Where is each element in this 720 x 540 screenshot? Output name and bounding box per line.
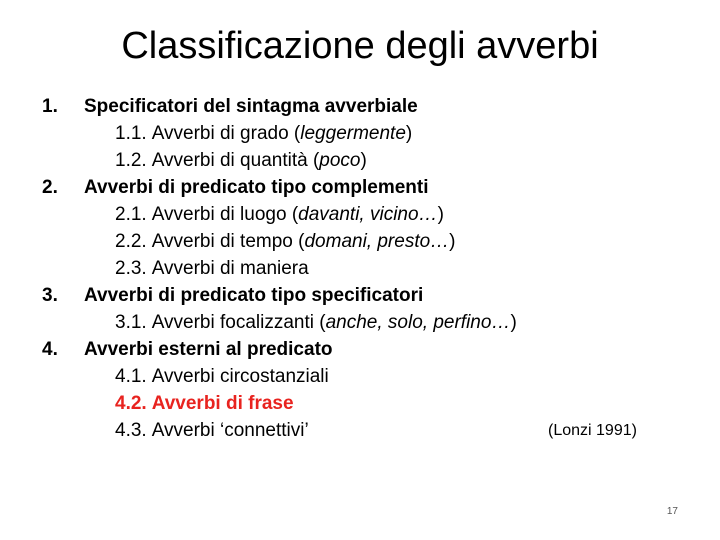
item-number: 1. [42,96,58,117]
item-number: 4. [42,339,58,360]
item-number: 2. [42,177,58,198]
sub-item-number: 1.1. [115,123,147,144]
sub-item-close: ) [510,312,517,333]
sub-item-number: 4.3. [115,420,147,441]
sub-item-number: 2.2. [115,231,147,252]
sub-item-2-1 [42,201,702,228]
sub-item-text: Avverbi ‘connettivi’ [151,420,309,441]
slide-title: Classificazione degli avverbi [121,25,599,67]
sub-item-text: Avverbi di maniera [151,258,309,279]
item-label: Avverbi esterni al predicato [84,339,333,360]
sub-item-number: 4.1. [115,366,147,387]
outline-list [42,93,702,444]
sub-item-number: 2.3. [115,258,147,279]
sub-item-example: leggermente [300,123,406,144]
sub-item-1-2 [42,147,702,174]
sub-item-example: anche, solo, perfino… [325,312,511,333]
sub-item-text: Avverbi di frase [151,393,294,414]
sub-item-text: Avverbi focalizzanti ( [151,312,326,333]
sub-item-2-2 [42,228,702,255]
sub-item-close: ) [360,150,367,171]
sub-item-4-2 [42,390,702,417]
list-item-3 [42,282,702,309]
sub-item-example: domani, presto… [304,231,450,252]
sub-item-example: davanti, vicino… [298,204,438,225]
sub-item-2-3 [42,255,702,282]
sub-item-text: Avverbi di grado ( [151,123,301,144]
page-number: 17 [666,506,678,517]
item-number: 3. [42,285,58,306]
item-label: Avverbi di predicato tipo complementi [84,177,429,198]
sub-item-number: 4.2. [115,393,147,414]
list-item-4 [42,336,702,363]
sub-item-close: ) [449,231,456,252]
sub-item-4-1 [42,363,702,390]
sub-item-text: Avverbi di quantità ( [151,150,320,171]
sub-item-number: 2.1. [115,204,147,225]
sub-item-close: ) [405,123,413,144]
sub-item-number: 3.1. [115,312,147,333]
sub-item-text: Avverbi di tempo ( [151,231,305,252]
sub-item-number: 1.2. [115,150,147,171]
citation: (Lonzi 1991) [548,422,637,439]
sub-item-4-3 [42,417,702,444]
item-label: Specificatori del sintagma avverbiale [84,96,418,117]
sub-item-text: Avverbi di luogo ( [151,204,299,225]
sub-item-1-1 [42,120,702,147]
sub-item-3-1 [42,309,702,336]
list-item-1 [42,93,702,120]
sub-item-text: Avverbi circostanziali [151,366,329,387]
sub-item-close: ) [437,204,444,225]
highlighted-sub-item [115,390,294,417]
item-label: Avverbi di predicato tipo specificatori [84,285,424,306]
list-item-2 [42,174,702,201]
sub-item-example: poco [319,150,361,171]
